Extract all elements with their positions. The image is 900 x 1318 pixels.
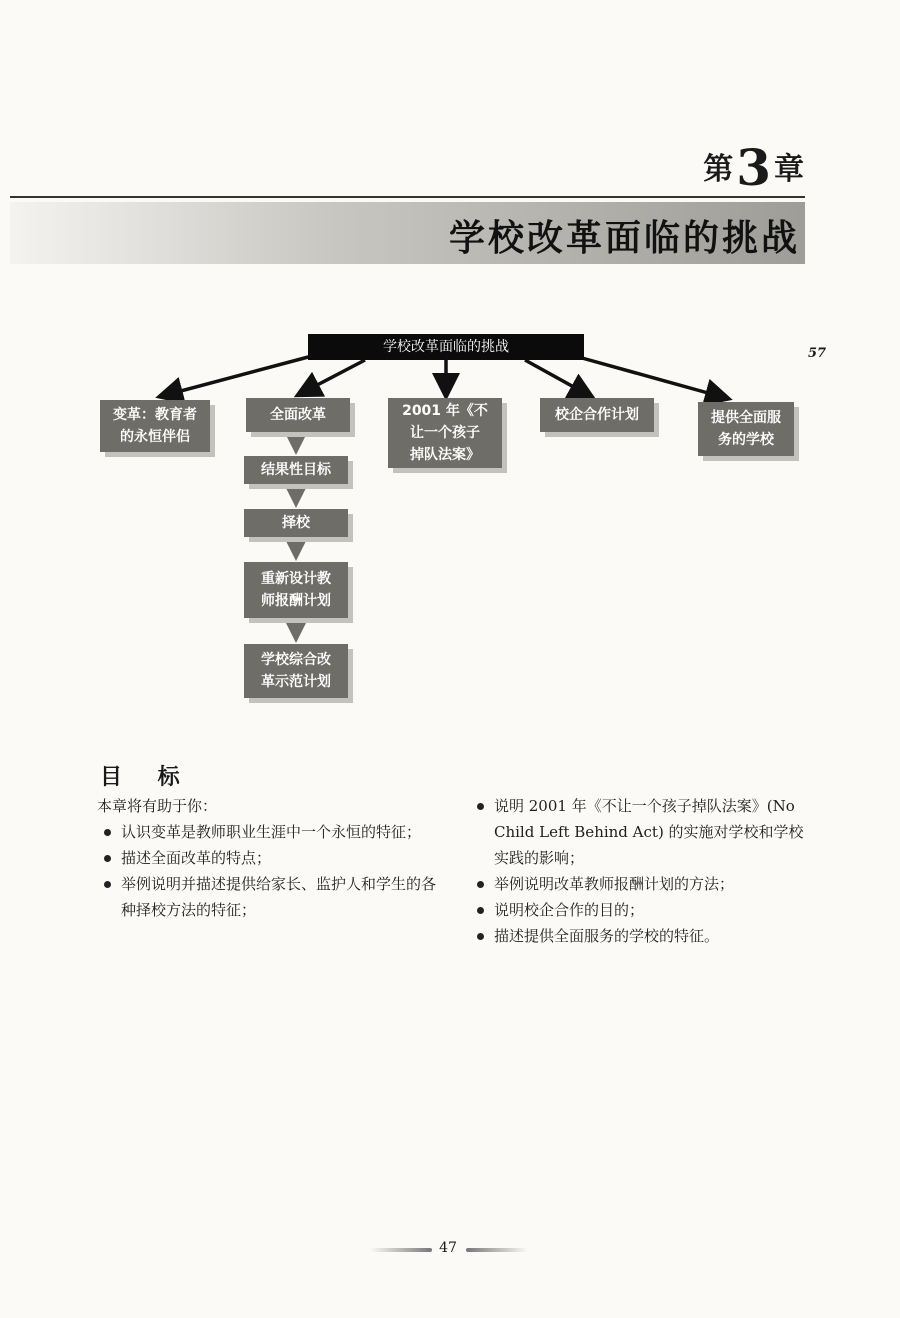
branch-change-line1: 变革：教育者 xyxy=(113,407,197,423)
branch-comprehensive-reform xyxy=(246,398,350,432)
chapter-number: 3 xyxy=(736,138,772,197)
objective-item: 说明 2001 年《不让一个孩子掉队法案》(No Child Left Behind Act) 的实施对学校和学校实践的影响； xyxy=(470,793,815,871)
branch-nclb-line3: 掉队法案》 xyxy=(410,447,480,463)
chapter-suffix: 章 xyxy=(774,152,805,187)
branch-full-service-schools xyxy=(698,402,794,456)
step-teacher-compensation-line2: 师报酬计划 xyxy=(261,593,331,609)
objective-item: 描述全面改革的特点； xyxy=(97,845,447,871)
footer-page-number: 47 xyxy=(439,1240,457,1256)
objectives-intro: 本章将有助于你： xyxy=(97,797,218,815)
objectives-left-list xyxy=(97,819,447,923)
objectives-heading: 目 标 xyxy=(100,765,194,790)
side-page-number: 57 xyxy=(808,346,827,361)
footer-ornament-left xyxy=(370,1248,432,1252)
objective-item: 举例说明并描述提供给家长、监护人和学生的各种择校方法的特征； xyxy=(97,871,447,923)
chapter-prefix: 第 xyxy=(703,152,735,187)
objectives-left-column xyxy=(97,793,447,923)
branch-partnerships-label: 校企合作计划 xyxy=(555,407,639,423)
step-school-choice-label: 择校 xyxy=(282,515,310,531)
arrow-to-partnerships xyxy=(525,360,590,396)
objectives-right-list xyxy=(470,793,815,949)
branch-nclb xyxy=(388,398,502,468)
objective-item: 说明校企合作的目的； xyxy=(470,897,815,923)
arrow-to-change xyxy=(162,356,312,396)
chapter-title: 学校改革面临的挑战 xyxy=(448,218,800,259)
footer-ornament-right xyxy=(466,1248,528,1252)
step-outcome-goals-label: 结果性目标 xyxy=(261,462,331,478)
objective-item: 认识变革是教师职业生涯中一个永恒的特征； xyxy=(97,819,447,845)
branch-nclb-line1: 2001 年《不 xyxy=(402,403,488,419)
branch-change-line2: 的永恒伴侣 xyxy=(120,429,190,445)
arrow-to-comprehensive-reform xyxy=(300,360,365,394)
branch-nclb-line2: 让一个孩子 xyxy=(410,425,480,441)
step-csr-demo-line2: 革示范计划 xyxy=(261,674,331,690)
step-csr-demo-line1: 学校综合改 xyxy=(261,652,331,668)
objective-item: 描述提供全面服务的学校的特征。 xyxy=(470,923,815,949)
step-teacher-compensation-line1: 重新设计教 xyxy=(261,571,331,587)
branch-change xyxy=(100,400,210,452)
step-outcome-goals xyxy=(244,456,348,484)
step-comprehensive-school-reform-demo xyxy=(244,644,348,698)
root-node: 学校改革面临的挑战 xyxy=(308,334,584,360)
step-teacher-compensation xyxy=(244,562,348,618)
objectives-right-column xyxy=(470,793,815,949)
arrow-to-full-service xyxy=(582,358,726,398)
branch-full-service-line2: 务的学校 xyxy=(718,432,774,448)
branch-partnerships xyxy=(540,398,654,432)
branch-full-service-line1: 提供全面服 xyxy=(711,410,781,426)
branch-comprehensive-reform-label: 全面改革 xyxy=(270,407,326,423)
step-school-choice xyxy=(244,509,348,537)
objective-item: 举例说明改革教师报酬计划的方法； xyxy=(470,871,815,897)
